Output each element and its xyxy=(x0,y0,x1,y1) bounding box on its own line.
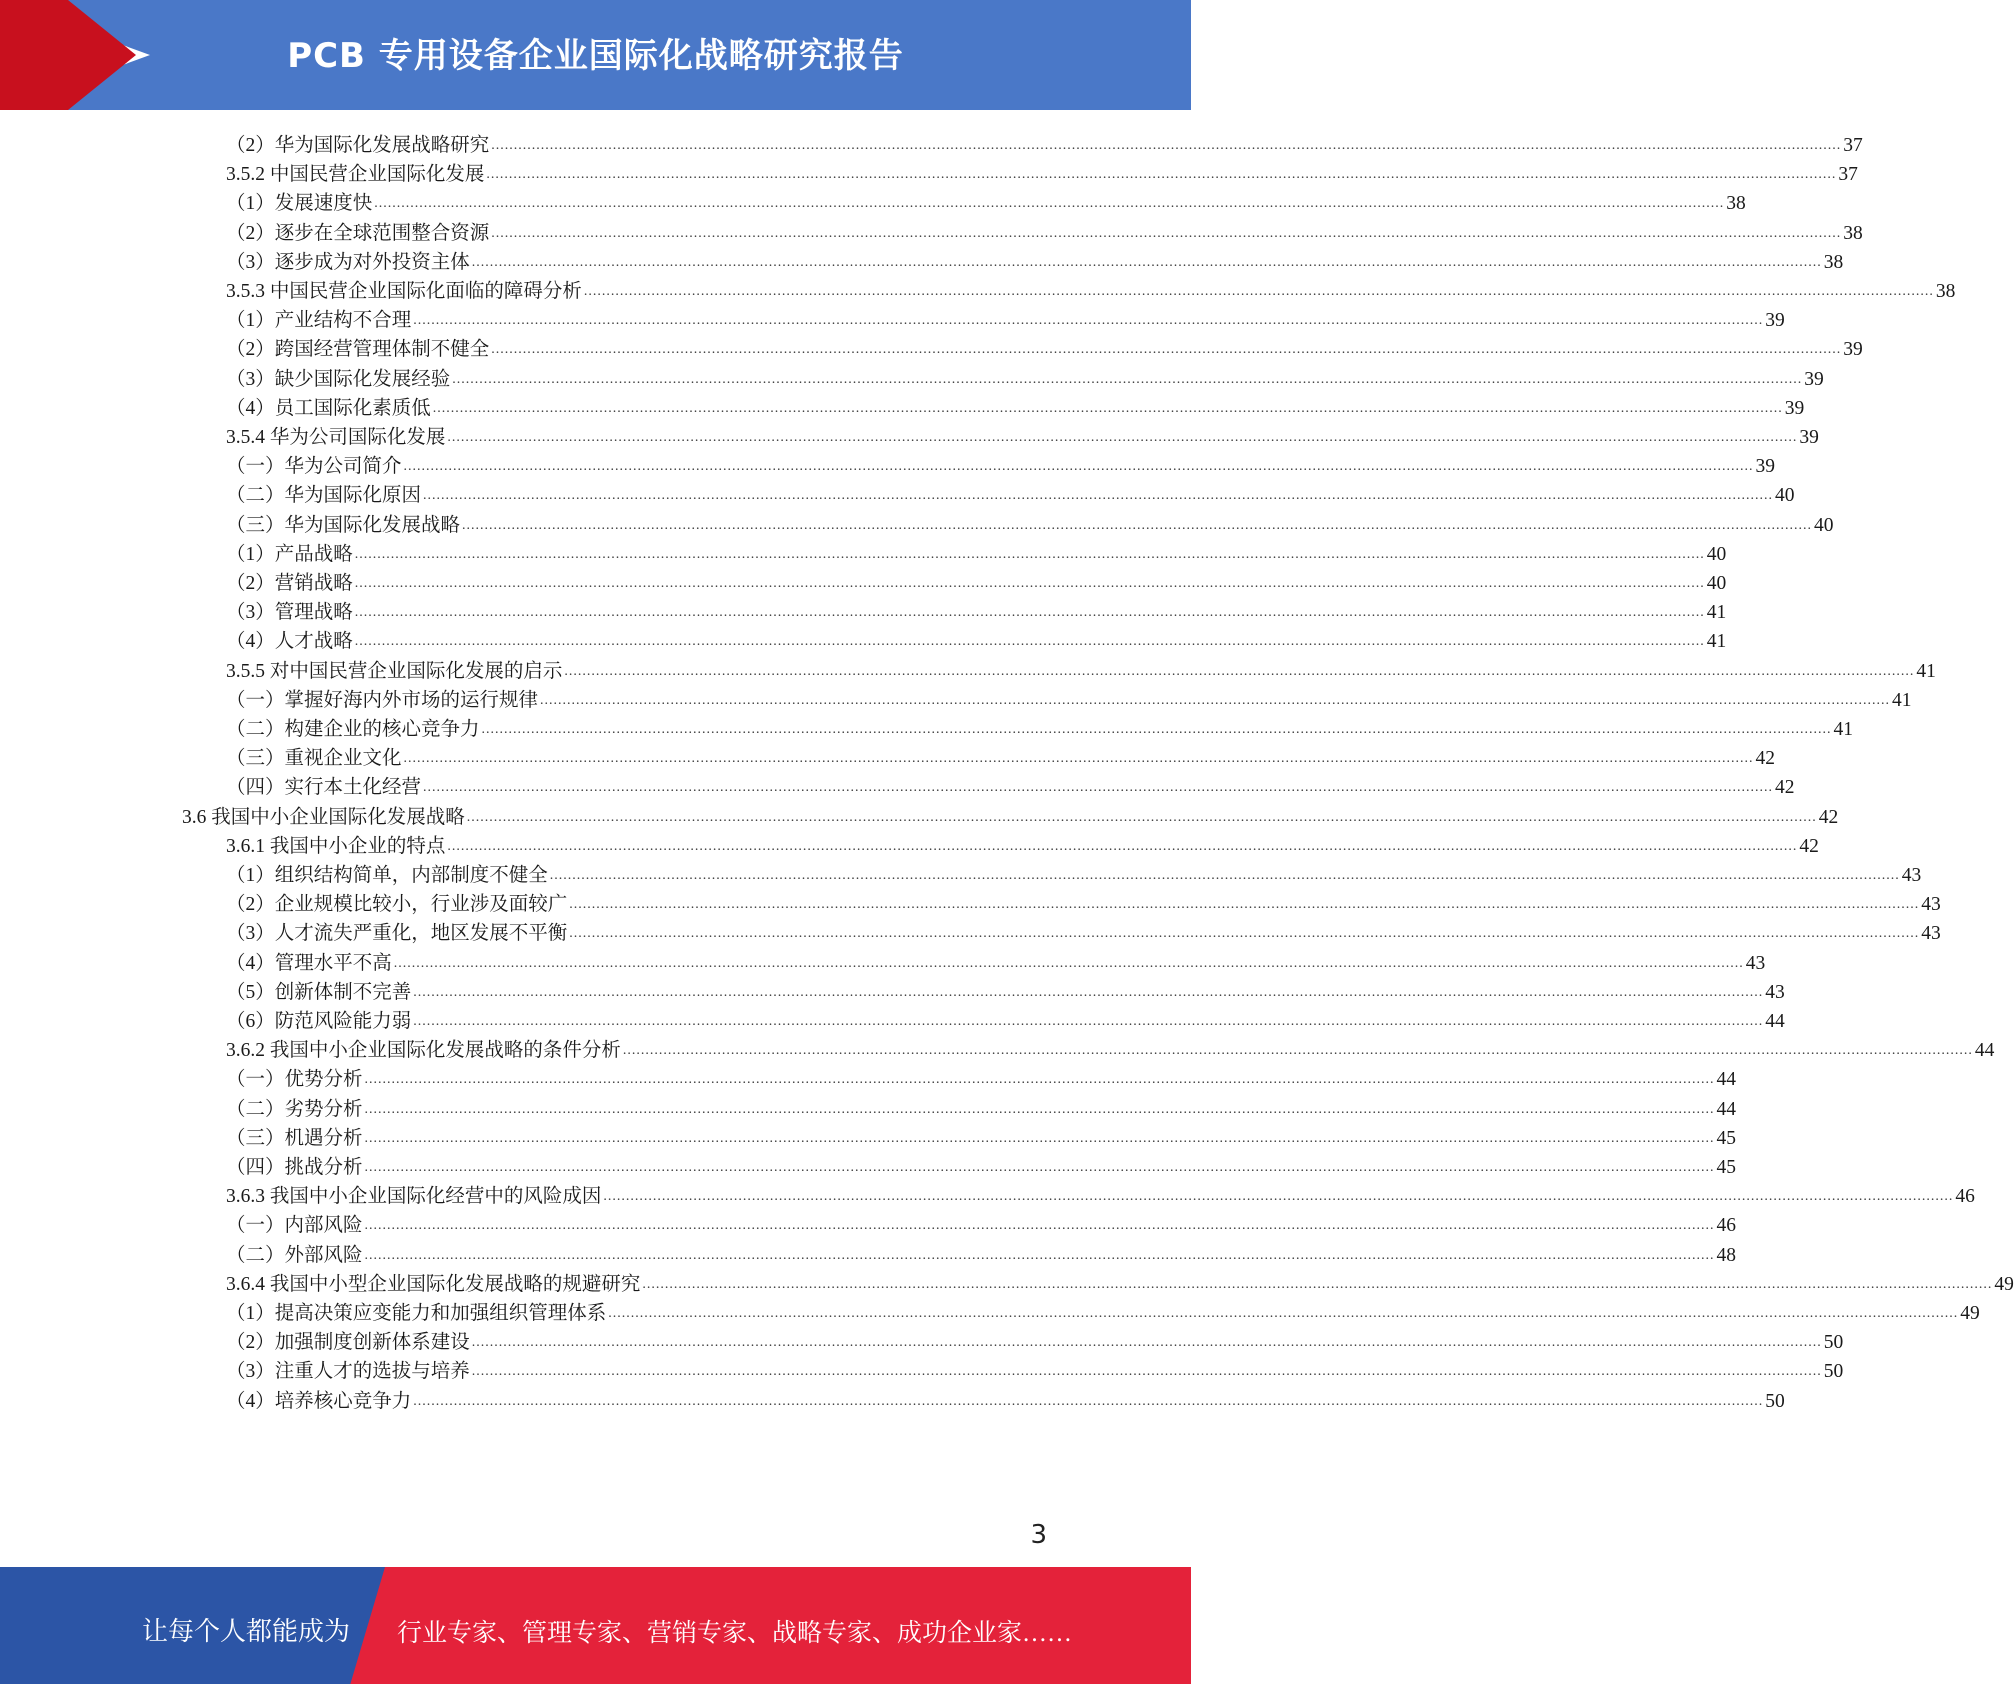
toc-entry-label: （2）营销战略 xyxy=(226,573,353,594)
toc-entry[interactable] xyxy=(226,1207,1737,1238)
toc-entry[interactable] xyxy=(226,1324,1844,1355)
toc-entry-page: 39 xyxy=(1755,456,1776,478)
toc-entry-label: （4）培养核心竞争力 xyxy=(226,1390,412,1412)
toc-entry-page: 38 xyxy=(1935,281,1956,302)
toc-entry[interactable] xyxy=(226,974,1785,1005)
toc-entry-label: （四）挑战分析 xyxy=(226,1157,363,1178)
toc-entry[interactable] xyxy=(226,390,1805,421)
toc-entry-page: 42 xyxy=(1818,806,1839,828)
toc-leader-dots: ............................................................................................................................................................................................................................................................................................................ xyxy=(423,488,1774,504)
toc-entry-page: 49 xyxy=(1960,1303,1980,1324)
toc-entry-label: （4）管理水平不高 xyxy=(226,952,392,974)
toc-entry[interactable] xyxy=(226,915,1941,946)
toc-leader-dots: ............................................................................................................................................................................................................................................................................................................ xyxy=(603,1189,1954,1205)
toc-leader-dots: ............................................................................................................................................................................................................................................................................................................ xyxy=(462,517,1813,533)
toc-entry-label: （2）企业规模比较小，行业涉及面较广 xyxy=(226,894,568,916)
toc-entry[interactable] xyxy=(226,623,1727,654)
toc-entry-page: 39 xyxy=(1843,339,1863,361)
toc-entry-label: （6）防范风险能力弱 xyxy=(226,1011,412,1032)
toc-entry[interactable] xyxy=(226,1237,1737,1268)
toc-entry-label: 3.6.3 我国中小企业国际化经营中的风险成因 xyxy=(226,1186,602,1208)
toc-leader-dots: ............................................................................................................................................................................................................................................................................................................ xyxy=(549,868,1900,883)
toc-entry-label: （一）掌握好海内外市场的运行规律 xyxy=(226,689,539,711)
toc-entry[interactable] xyxy=(226,331,1863,362)
toc-entry-label: 3.6.4 我国中小型企业国际化发展战略的规避研究 xyxy=(226,1273,641,1295)
toc-entry[interactable] xyxy=(226,857,1922,888)
toc-leader-dots: ............................................................................................................................................................................................................................................................................................................ xyxy=(466,809,1817,825)
toc-entry-page: 46 xyxy=(1716,1215,1737,1237)
toc-entry-page: 44 xyxy=(1716,1069,1737,1091)
toc-entry[interactable] xyxy=(226,1178,1975,1209)
toc-entry-page: 37 xyxy=(1843,135,1863,156)
toc-entry-page: 49 xyxy=(1994,1273,2014,1295)
toc-entry-page: 40 xyxy=(1706,543,1727,565)
toc-entry-label: （三）华为国际化发展战略 xyxy=(226,514,461,536)
toc-leader-dots: ............................................................................................................................................................................................................................................................................................................ xyxy=(413,1014,1764,1029)
toc-entry-label: 3.5.2 中国民营企业国际化发展 xyxy=(226,164,485,186)
toc-leader-dots: ............................................................................................................................................................................................................................................................................................................ xyxy=(364,1130,1715,1146)
toc-entry-label: （3）管理战略 xyxy=(226,602,353,624)
toc-entry-label: （二）华为国际化原因 xyxy=(226,485,422,507)
toc-leader-dots: ............................................................................................................................................................................................................................................................................................................ xyxy=(491,342,1842,358)
toc-entry-page: 41 xyxy=(1916,660,1936,682)
toc-leader-dots: ............................................................................................................................................................................................................................................................................................................ xyxy=(491,138,1842,153)
toc-entry-page: 40 xyxy=(1706,573,1727,594)
toc-leader-dots: ............................................................................................................................................................................................................................................................................................................ xyxy=(540,692,1891,708)
toc-leader-dots: ............................................................................................................................................................................................................................................................................................................ xyxy=(447,838,1798,854)
toc-entry-label: 3.6.1 我国中小企业的特点 xyxy=(226,835,446,857)
toc-entry-page: 45 xyxy=(1716,1157,1737,1178)
page-number: 3 xyxy=(1030,1520,1047,1550)
toc-entry[interactable] xyxy=(226,594,1727,625)
toc-entry-label: （2）加强制度创新体系建设 xyxy=(226,1332,470,1354)
toc-entry-page: 38 xyxy=(1823,251,1844,273)
toc-leader-dots: ............................................................................................................................................................................................................................................................................................................ xyxy=(354,634,1705,650)
toc-entry[interactable] xyxy=(226,1295,1980,1326)
toc-leader-dots: ............................................................................................................................................................................................................................................................................................................ xyxy=(413,1393,1764,1409)
toc-entry-page: 38 xyxy=(1843,222,1863,244)
toc-entry-label: （4）员工国际化素质低 xyxy=(226,397,431,419)
toc-entry[interactable] xyxy=(226,419,1819,450)
toc-entry-label: （一）内部风险 xyxy=(226,1215,363,1237)
toc-entry-page: 43 xyxy=(1745,952,1766,974)
toc-entry-label: （2）华为国际化发展战略研究 xyxy=(226,135,490,156)
toc-entry[interactable] xyxy=(226,828,1819,859)
toc-entry-page: 39 xyxy=(1804,368,1824,390)
toc-entry[interactable] xyxy=(226,711,1854,742)
toc-entry[interactable] xyxy=(226,536,1727,567)
toc-entry-page: 37 xyxy=(1838,164,1858,186)
toc-entry-page: 43 xyxy=(1765,981,1785,1003)
toc-entry-page: 46 xyxy=(1955,1186,1975,1208)
toc-leader-dots: ............................................................................................................................................................................................................................................................................................................ xyxy=(364,1160,1715,1175)
toc-entry[interactable] xyxy=(226,682,1912,713)
toc-entry-page: 39 xyxy=(1765,310,1785,332)
toc-entry-page: 41 xyxy=(1706,602,1727,624)
toc-entry[interactable] xyxy=(226,1032,1995,1063)
toc-entry[interactable] xyxy=(226,448,1776,479)
toc-entry[interactable] xyxy=(226,1091,1737,1122)
toc-entry-page: 50 xyxy=(1823,1361,1844,1383)
toc-entry-label: （1）产品战略 xyxy=(226,543,353,565)
toc-entry-page: 38 xyxy=(1726,193,1746,215)
toc-entry[interactable] xyxy=(226,1003,1785,1034)
toc-leader-dots: ............................................................................................................................................................................................................................................................................................................ xyxy=(471,254,1822,270)
toc-entry-page: 40 xyxy=(1775,485,1795,507)
toc-entry-label: （2）逐步在全球范围整合资源 xyxy=(226,222,490,244)
toc-entry-page: 40 xyxy=(1814,514,1834,536)
toc-leader-dots: ............................................................................................................................................................................................................................................................................................................ xyxy=(447,430,1798,445)
toc-entry-page: 45 xyxy=(1716,1127,1737,1149)
toc-entry[interactable] xyxy=(226,477,1795,508)
toc-leader-dots: ............................................................................................................................................................................................................................................................................................................ xyxy=(471,1364,1822,1380)
toc-leader-dots: ............................................................................................................................................................................................................................................................................................................ xyxy=(364,1218,1715,1234)
toc-entry[interactable] xyxy=(226,156,1858,187)
toc-entry[interactable] xyxy=(226,215,1863,246)
page-footer xyxy=(0,1567,1191,1684)
toc-leader-dots: ............................................................................................................................................................................................................................................................................................................ xyxy=(608,1306,1959,1321)
toc-leader-dots: ............................................................................................................................................................................................................................................................................................................ xyxy=(432,400,1783,416)
toc-leader-dots: ............................................................................................................................................................................................................................................................................................................ xyxy=(569,897,1920,913)
toc-leader-dots: ............................................................................................................................................................................................................................................................................................................ xyxy=(642,1276,1993,1292)
toc-entry-page: 44 xyxy=(1765,1011,1785,1032)
toc-entry-label: 3.5.3 中国民营企业国际化面临的障碍分析 xyxy=(226,281,582,302)
toc-entry-label: （3）逐步成为对外投资主体 xyxy=(226,251,470,273)
toc-entry[interactable] xyxy=(226,1061,1737,1092)
page-header xyxy=(0,0,1191,110)
toc-entry[interactable] xyxy=(226,886,1941,917)
toc-entry[interactable] xyxy=(182,799,1839,830)
toc-leader-dots: ............................................................................................................................................................................................................................................................................................................ xyxy=(583,284,1934,299)
toc-entry[interactable] xyxy=(226,653,1936,684)
toc-entry-label: （一）优势分析 xyxy=(226,1069,363,1091)
toc-leader-dots: ............................................................................................................................................................................................................................................................................................................ xyxy=(354,576,1705,591)
toc-entry-page: 41 xyxy=(1892,689,1912,711)
toc-leader-dots: ............................................................................................................................................................................................................................................................................................................ xyxy=(491,225,1842,241)
footer-slogan-right: 行业专家、管理专家、营销专家、战略专家、成功企业家…… xyxy=(397,1620,1073,1647)
toc-entry-label: （二）外部风险 xyxy=(226,1244,363,1266)
toc-leader-dots: ............................................................................................................................................................................................................................................................................................................ xyxy=(471,1335,1822,1351)
toc-leader-dots: ............................................................................................................................................................................................................................................................................................................ xyxy=(486,167,1837,183)
toc-entry[interactable] xyxy=(226,361,1824,392)
toc-entry-label: （二）劣势分析 xyxy=(226,1098,363,1120)
toc-entry-page: 43 xyxy=(1921,923,1941,945)
toc-entry-label: （1）产业结构不合理 xyxy=(226,310,412,332)
toc-entry[interactable] xyxy=(226,185,1746,216)
toc-entry-page: 41 xyxy=(1833,719,1854,740)
toc-entry-page: 48 xyxy=(1716,1244,1737,1266)
toc-entry-label: （5）创新体制不完善 xyxy=(226,981,412,1003)
toc-entry[interactable] xyxy=(226,507,1834,538)
toc-leader-dots: ............................................................................................................................................................................................................................................................................................................ xyxy=(374,196,1725,212)
toc-entry-page: 50 xyxy=(1823,1332,1844,1354)
toc-entry-label: 3.6 我国中小企业国际化发展战略 xyxy=(182,806,465,828)
toc-leader-dots: ............................................................................................................................................................................................................................................................................................................ xyxy=(364,1101,1715,1117)
toc-leader-dots: ............................................................................................................................................................................................................................................................................................................ xyxy=(564,663,1915,679)
toc-entry-page: 39 xyxy=(1799,427,1819,448)
toc-entry-page: 39 xyxy=(1784,397,1805,419)
toc-leader-dots: ............................................................................................................................................................................................................................................................................................................ xyxy=(423,780,1774,796)
toc-entry[interactable] xyxy=(226,769,1795,800)
toc-entry-label: （三）机遇分析 xyxy=(226,1127,363,1149)
toc-entry[interactable] xyxy=(226,1120,1737,1151)
toc-leader-dots: ............................................................................................................................................................................................................................................................................................................ xyxy=(413,313,1764,329)
toc-entry-label: （一）华为公司简介 xyxy=(226,456,402,478)
toc-entry[interactable] xyxy=(226,302,1785,333)
toc-entry[interactable] xyxy=(226,1266,2014,1297)
toc-leader-dots: ............................................................................................................................................................................................................................................................................................................ xyxy=(413,984,1764,1000)
toc-entry-label: （3）人才流失严重化，地区发展不平衡 xyxy=(226,923,568,945)
toc-entry-label: （4）人才战略 xyxy=(226,631,353,653)
toc-leader-dots: ............................................................................................................................................................................................................................................................................................................ xyxy=(364,1072,1715,1088)
toc-entry-label: （1）提高决策应变能力和加强组织管理体系 xyxy=(226,1303,607,1324)
toc-entry-page: 41 xyxy=(1706,631,1727,653)
toc-entry-page: 50 xyxy=(1765,1390,1785,1412)
toc-entry-label: （二）构建企业的核心竞争力 xyxy=(226,719,480,740)
toc-entry-label: （3）注重人才的选拔与培养 xyxy=(226,1361,470,1383)
toc-leader-dots: ............................................................................................................................................................................................................................................................................................................ xyxy=(622,1043,1973,1059)
toc-entry-page: 42 xyxy=(1775,777,1795,799)
toc-leader-dots: ............................................................................................................................................................................................................................................................................................................ xyxy=(354,605,1705,621)
footer-slogan-left: 让每个人都能成为 xyxy=(142,1617,351,1646)
toc-entry-label: （3）缺少国际化发展经验 xyxy=(226,368,451,390)
toc-leader-dots: ............................................................................................................................................................................................................................................................................................................ xyxy=(393,955,1744,971)
toc-entry[interactable] xyxy=(226,127,1863,158)
toc-entry-page: 42 xyxy=(1799,835,1819,857)
toc-entry-label: （1）组织结构简单，内部制度不健全 xyxy=(226,865,548,886)
toc-entry-page: 43 xyxy=(1901,865,1922,886)
toc-entry[interactable] xyxy=(226,565,1727,596)
toc-leader-dots: ............................................................................................................................................................................................................................................................................................................ xyxy=(452,371,1803,387)
toc-entry[interactable] xyxy=(226,1149,1737,1180)
toc-entry[interactable] xyxy=(226,945,1766,976)
toc-entry-page: 44 xyxy=(1716,1098,1737,1120)
toc-entry-label: 3.5.4 华为公司国际化发展 xyxy=(226,427,446,448)
toc-entry-label: 3.5.5 对中国民营企业国际化发展的启示 xyxy=(226,660,563,682)
toc-entry[interactable] xyxy=(226,244,1844,275)
toc-entry[interactable] xyxy=(226,1383,1785,1414)
toc-entry-label: （四）实行本土化经营 xyxy=(226,777,422,799)
toc-entry[interactable] xyxy=(226,1353,1844,1384)
toc-leader-dots: ............................................................................................................................................................................................................................................................................................................ xyxy=(403,751,1754,767)
toc-entry-label: （1）发展速度快 xyxy=(226,193,373,215)
report-title: PCB 专用设备企业国际化战略研究报告 xyxy=(287,36,904,76)
toc-entry-label: （2）跨国经营管理体制不健全 xyxy=(226,339,490,361)
toc-leader-dots: ............................................................................................................................................................................................................................................................................................................ xyxy=(481,722,1832,737)
toc-leader-dots: ............................................................................................................................................................................................................................................................................................................ xyxy=(403,459,1754,475)
toc-entry-page: 42 xyxy=(1755,748,1776,770)
toc-entry[interactable] xyxy=(226,740,1776,771)
toc-leader-dots: ............................................................................................................................................................................................................................................................................................................ xyxy=(364,1247,1715,1263)
toc-entry-page: 43 xyxy=(1921,894,1941,916)
toc-entry[interactable] xyxy=(226,273,1956,304)
toc-entry-label: （三）重视企业文化 xyxy=(226,748,402,770)
toc-entry-label: 3.6.2 我国中小企业国际化发展战略的条件分析 xyxy=(226,1040,621,1062)
toc-leader-dots: ............................................................................................................................................................................................................................................................................................................ xyxy=(354,546,1705,562)
toc-entry-page: 44 xyxy=(1974,1040,1995,1062)
toc-leader-dots: ............................................................................................................................................................................................................................................................................................................ xyxy=(569,926,1920,942)
